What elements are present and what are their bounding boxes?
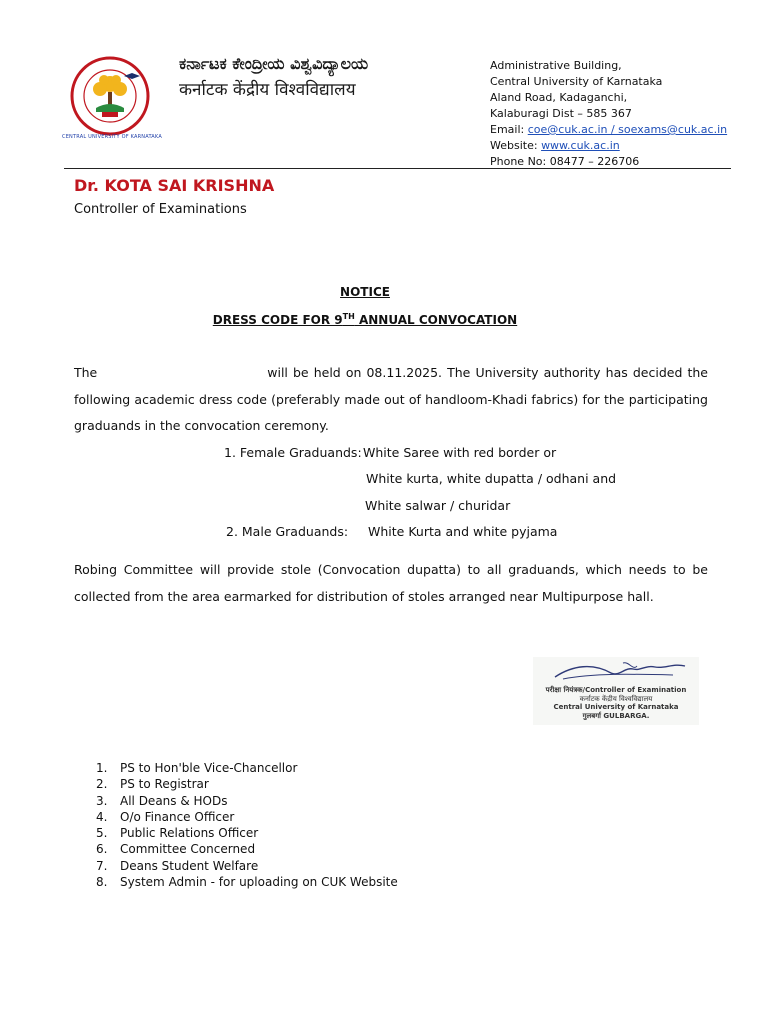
university-name-kannada: ಕರ್ನಾಟಕ ಕೇಂದ್ರೀಯ ವಿಶ್ವವಿದ್ಯಾಲಯ — [179, 54, 369, 73]
list-item — [96, 841, 398, 857]
list-item — [96, 874, 398, 890]
list-number: 6. — [96, 842, 108, 857]
list-label: All Deans & HODs — [120, 793, 228, 808]
female-dress-option: White Saree with red border or — [363, 445, 557, 460]
copy-to-list — [96, 760, 398, 890]
paragraph-start: The — [74, 365, 98, 380]
notice-subject — [74, 312, 656, 327]
address-block — [490, 58, 727, 170]
list-item — [96, 760, 398, 776]
list-number: 4. — [96, 809, 108, 824]
logo-caption: CENTRAL UNIVERSITY OF KARNATAKA — [62, 134, 162, 140]
website-line — [490, 138, 727, 154]
website-link[interactable]: www.cuk.ac.in — [541, 139, 620, 152]
list-number: 2. — [96, 777, 108, 792]
email-link[interactable]: coe@cuk.ac.in / soexams@cuk.ac.in — [527, 123, 728, 136]
header-divider — [64, 168, 731, 169]
phone-line: Phone No: 08477 – 226706 — [490, 155, 640, 168]
subject-superscript: TH — [342, 312, 355, 321]
list-label: System Admin - for uploading on CUK Website — [120, 875, 398, 890]
paragraph-body: will be held on 08.11.2025. The University authority has decided the following academic dress code (preferably made out of handloom-Khadi fabrics) for the participating graduands in the convocation ceremony. — [74, 365, 708, 433]
list-label: Committee Concerned — [120, 842, 256, 857]
email-line — [490, 122, 727, 138]
notice-heading: NOTICE — [340, 285, 390, 299]
university-name-hindi: कर्नाटक केंद्रीय विश्वविद्यालय — [179, 80, 356, 100]
list-item — [96, 825, 398, 841]
male-dress-option: White Kurta and white pyjama — [368, 524, 558, 539]
seal-line: गुलबर्गा GULBARGA. — [582, 712, 650, 720]
list-item — [96, 776, 398, 792]
list-label: PS to Registrar — [120, 777, 209, 792]
list-number: 7. — [96, 858, 108, 873]
seal-line: कर्नाटक केंद्रीय विश्वविद्यालय — [579, 695, 653, 703]
female-dress-option: White salwar / churidar — [365, 498, 511, 513]
seal-line: परीक्षा नियंत्रक/Controller of Examination — [545, 686, 687, 694]
female-graduands-label: 1. Female Graduands: — [224, 445, 362, 460]
list-number: 5. — [96, 826, 108, 841]
list-label: O/o Finance Officer — [120, 809, 235, 824]
email-label: Email: — [490, 123, 528, 136]
list-label: PS to Hon'ble Vice-Chancellor — [120, 761, 298, 775]
list-number: 3. — [96, 793, 108, 808]
list-number: 8. — [96, 875, 108, 890]
female-dress-option: White kurta, white dupatta / odhani and — [366, 471, 617, 486]
website-label: Website: — [490, 139, 542, 152]
subject-text-end: ANNUAL CONVOCATION — [354, 313, 518, 327]
officer-title: Controller of Examinations — [74, 202, 247, 217]
seal-line: Central University of Karnataka — [553, 703, 679, 711]
signature-seal — [533, 657, 699, 725]
address-line: Administrative Building, — [490, 59, 622, 72]
address-line: Kalaburagi Dist – 585 367 — [490, 107, 632, 120]
address-line: Central University of Karnataka — [490, 75, 663, 88]
officer-name: Dr. KOTA SAI KRISHNA — [74, 176, 275, 195]
address-line: Aland Road, Kadaganchi, — [490, 91, 628, 104]
list-item — [96, 793, 398, 809]
male-graduands-label: 2. Male Graduands: — [226, 524, 349, 539]
notice-paragraph-1 — [74, 360, 708, 440]
list-label: Public Relations Officer — [120, 826, 259, 841]
notice-paragraph-2: Robing Committee will provide stole (Convocation dupatta) to all graduands, which needs to be collected from the area earmarked for distribution of stoles arranged near Multipurpose hall. — [74, 562, 708, 604]
list-number: 1. — [96, 761, 108, 775]
list-label: Deans Student Welfare — [120, 858, 259, 873]
list-item — [96, 858, 398, 874]
handwritten-signature — [533, 657, 699, 687]
subject-text: DRESS CODE FOR 9 — [212, 313, 343, 327]
list-item — [96, 809, 398, 825]
